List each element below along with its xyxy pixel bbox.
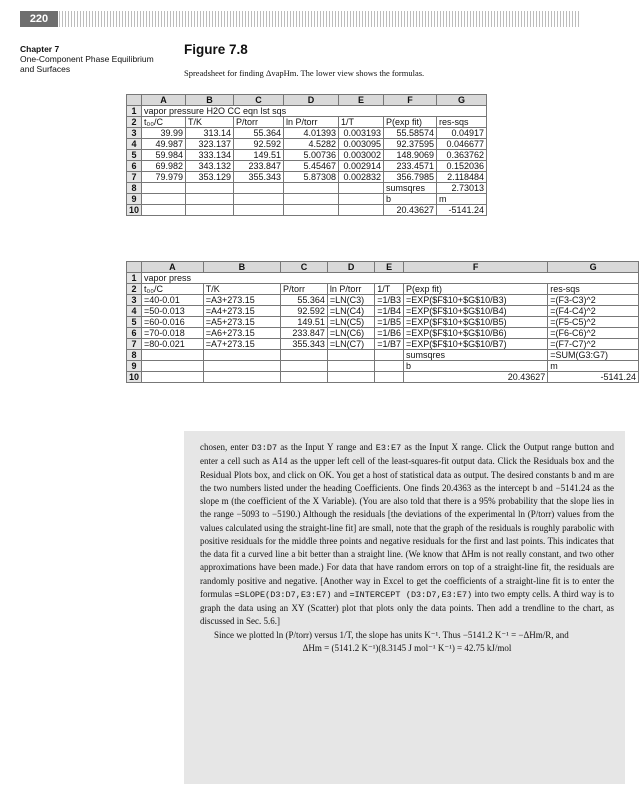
column-header[interactable]: D: [284, 95, 339, 106]
spreadsheet-formulas: [126, 261, 639, 383]
table-cell[interactable]: 0.002914: [339, 161, 384, 172]
table-cell[interactable]: 333.134: [186, 150, 234, 161]
table-cell[interactable]: 313.14: [186, 128, 234, 139]
table-cell[interactable]: res-sqs: [548, 284, 639, 295]
table-cell[interactable]: 20.43627: [404, 372, 548, 383]
table-cell[interactable]: [234, 194, 284, 205]
table-cell[interactable]: [339, 194, 384, 205]
table-cell[interactable]: P/torr: [281, 284, 328, 295]
table-cell[interactable]: [339, 205, 384, 216]
column-header[interactable]: A: [142, 95, 186, 106]
figure-caption: Spreadsheet for finding ΔvapHm. The lower view shows the formulas.: [184, 68, 425, 78]
row-header[interactable]: 7: [127, 339, 142, 350]
table-cell[interactable]: =EXP($F$10+$G$10/B7): [404, 339, 548, 350]
table-cell[interactable]: =1/B4: [375, 306, 404, 317]
table-cell[interactable]: 2.73013: [437, 183, 487, 194]
spreadsheet-values: [126, 94, 487, 216]
column-header[interactable]: B: [203, 262, 280, 273]
table-cell[interactable]: 0.363762: [437, 150, 487, 161]
table-cell[interactable]: =70-0.018: [142, 328, 204, 339]
table-cell[interactable]: =EXP($F$10+$G$10/B6): [404, 328, 548, 339]
column-header[interactable]: E: [375, 262, 404, 273]
paragraph-1: chosen, enter D3:D7 as the Input Y range and E3:E7 as the Input X range. Click the Output range button and enter a cell such as A14 as the upper left cell of the least-squares-fit output data. Click the Residuals box and the Residual Plots box, and click on OK. You get a host of statistical data as output. The desired constants b and m are the two numbers listed under the heading Coefficients. One finds 20.4363 as the intercept b and −5141.24 as the slope m (the coefficient of the X Variable). (You are also told that there is a 95% probability that the slope lies in the range −5093 to −5190.) Although the residuals [the deviations of the experimental ln (P/torr) values from the values calculated using the straight-line fit] are small, note that the graph of the residuals is roughly parabolic with positive residuals for the middle three points and negative residuals for the first and last points. This indicates that the data fit a curved line a bit better than a straight line. (We know that ΔHm is not really constant, and two other approximations have been made.) For data that have random errors on top of a straight-line fit, the residuals are randomly positive and negative. [Another way in Excel to get the coefficients of a straight-line fit is to enter the formulas =SLOPE(D3:D7,E3:E7) and =INTERCEPT (D3:D7,E3:E7) into two empty cells. A third way is to graph the data using an XY (Scatter) plot that plots only the data points. Then add a trendline to the chart, as discussed in Sec. 5.6.]: [200, 442, 615, 627]
table-cell[interactable]: 233.847: [234, 161, 284, 172]
row-header[interactable]: 3: [127, 295, 142, 306]
table-cell[interactable]: 1/T: [375, 284, 404, 295]
table-row: [127, 106, 487, 117]
table-row: [127, 350, 639, 361]
table-cell[interactable]: 148.9069: [384, 150, 437, 161]
table-cell[interactable]: 92.37595: [384, 139, 437, 150]
row-header[interactable]: 5: [127, 317, 142, 328]
table-cell[interactable]: [327, 350, 374, 361]
table-cell[interactable]: 4.01393: [284, 128, 339, 139]
row-header[interactable]: 1: [127, 273, 142, 284]
row-header[interactable]: 3: [127, 128, 142, 139]
table-row: [127, 339, 639, 350]
row-header[interactable]: 7: [127, 172, 142, 183]
row-header[interactable]: 9: [127, 361, 142, 372]
table-row: [127, 117, 487, 128]
table-cell[interactable]: 49.987: [142, 139, 186, 150]
row-header[interactable]: 1: [127, 106, 142, 117]
table-row: [127, 284, 639, 295]
table-cell[interactable]: 55.364: [234, 128, 284, 139]
table-cell[interactable]: 79.979: [142, 172, 186, 183]
column-header[interactable]: F: [404, 262, 548, 273]
table-cell[interactable]: 355.343: [234, 172, 284, 183]
table-cell[interactable]: =EXP($F$10+$G$10/B4): [404, 306, 548, 317]
table-cell[interactable]: vapor pressure H2O CC eqn lst sqs: [142, 106, 487, 117]
column-header[interactable]: C: [281, 262, 328, 273]
table-cell[interactable]: =EXP($F$10+$G$10/B5): [404, 317, 548, 328]
column-header[interactable]: B: [186, 95, 234, 106]
table-cell[interactable]: vapor press: [142, 273, 639, 284]
table-cell[interactable]: 149.51: [234, 150, 284, 161]
table-row: [127, 139, 487, 150]
figure-title: Figure 7.8: [184, 42, 248, 57]
column-header[interactable]: A: [142, 262, 204, 273]
column-header[interactable]: E: [339, 95, 384, 106]
table-cell[interactable]: 323.137: [186, 139, 234, 150]
chapter-info: [20, 44, 170, 74]
row-header[interactable]: 10: [127, 372, 142, 383]
table-cell[interactable]: [186, 183, 234, 194]
table-cell[interactable]: [203, 372, 280, 383]
table-cell[interactable]: =1/B5: [375, 317, 404, 328]
table-cell[interactable]: =(F4-C4)^2: [548, 306, 639, 317]
table-cell[interactable]: [281, 361, 328, 372]
table-cell[interactable]: =A7+273.15: [203, 339, 280, 350]
table-cell[interactable]: [203, 361, 280, 372]
table-cell[interactable]: sumsqres: [404, 350, 548, 361]
table-cell[interactable]: =50-0.013: [142, 306, 204, 317]
table-row: [127, 295, 639, 306]
chapter-title: One-Component Phase Equilibrium and Surfaces: [20, 54, 154, 74]
table-cell[interactable]: T/K: [203, 284, 280, 295]
table-cell[interactable]: P/torr: [234, 117, 284, 128]
table-cell[interactable]: ln P/torr: [284, 117, 339, 128]
page-header-bar: [20, 11, 580, 27]
row-header[interactable]: 4: [127, 139, 142, 150]
table-cell[interactable]: -5141.24: [437, 205, 487, 216]
table-row: [127, 317, 639, 328]
table-cell[interactable]: 0.002832: [339, 172, 384, 183]
table-cell[interactable]: [203, 350, 280, 361]
table-cell[interactable]: =LN(C6): [327, 328, 374, 339]
table-row: [127, 183, 487, 194]
table-cell[interactable]: sumsqres: [384, 183, 437, 194]
table-cell[interactable]: 4.5282: [284, 139, 339, 150]
table-cell[interactable]: b: [404, 361, 548, 372]
table-cell[interactable]: 0.152036: [437, 161, 487, 172]
table-cell[interactable]: b: [384, 194, 437, 205]
table-cell[interactable]: =80-0.021: [142, 339, 204, 350]
table-cell[interactable]: ln P/torr: [327, 284, 374, 295]
table-cell[interactable]: 353.129: [186, 172, 234, 183]
table-row: [127, 150, 487, 161]
table-cell[interactable]: =1/B6: [375, 328, 404, 339]
table-cell[interactable]: [339, 183, 384, 194]
table-row: [127, 172, 487, 183]
row-header[interactable]: 8: [127, 350, 142, 361]
equation: ΔHm = (5141.2 K⁻¹)(8.3145 J mol⁻¹ K⁻¹) = 42.75 kJ/mol: [302, 642, 512, 653]
table-cell[interactable]: [142, 194, 186, 205]
table-cell[interactable]: [142, 350, 204, 361]
table-cell[interactable]: [186, 205, 234, 216]
page-number: 220: [20, 11, 58, 27]
table-cell[interactable]: 20.43627: [384, 205, 437, 216]
table-cell[interactable]: res-sqs: [437, 117, 487, 128]
body-text: [200, 441, 614, 655]
table-cell[interactable]: =A4+273.15: [203, 306, 280, 317]
row-header[interactable]: 9: [127, 194, 142, 205]
table-cell[interactable]: [284, 183, 339, 194]
chapter-label: Chapter 7: [20, 44, 60, 54]
table-cell[interactable]: 0.04917: [437, 128, 487, 139]
table-row: [127, 273, 639, 284]
table-cell[interactable]: =A5+273.15: [203, 317, 280, 328]
table-cell[interactable]: =1/B7: [375, 339, 404, 350]
table-cell[interactable]: 2.118484: [437, 172, 487, 183]
table-cell[interactable]: =LN(C3): [327, 295, 374, 306]
table-cell[interactable]: =LN(C7): [327, 339, 374, 350]
table-cell[interactable]: [234, 205, 284, 216]
table-cell[interactable]: 92.592: [234, 139, 284, 150]
table-cell[interactable]: =(F7-C7)^2: [548, 339, 639, 350]
table-cell[interactable]: [142, 372, 204, 383]
column-header[interactable]: C: [234, 95, 284, 106]
table-cell[interactable]: 356.7985: [384, 172, 437, 183]
table-cell[interactable]: 1/T: [339, 117, 384, 128]
row-header[interactable]: 6: [127, 328, 142, 339]
row-header[interactable]: 5: [127, 150, 142, 161]
row-header[interactable]: 6: [127, 161, 142, 172]
table-cell[interactable]: 0.003095: [339, 139, 384, 150]
table-cell[interactable]: [142, 361, 204, 372]
table-cell[interactable]: 5.00736: [284, 150, 339, 161]
table-cell[interactable]: t₀₀/C: [142, 117, 186, 128]
table-cell[interactable]: [142, 205, 186, 216]
table-cell[interactable]: 0.003193: [339, 128, 384, 139]
table-cell[interactable]: [142, 183, 186, 194]
table-cell[interactable]: =40-0.01: [142, 295, 204, 306]
table-cell[interactable]: 92.592: [281, 306, 328, 317]
column-header[interactable]: G: [548, 262, 639, 273]
row-header[interactable]: 2: [127, 117, 142, 128]
table-row: [127, 205, 487, 216]
table-row: [127, 194, 487, 205]
table-cell[interactable]: =60-0.016: [142, 317, 204, 328]
table-cell[interactable]: [234, 183, 284, 194]
table-cell[interactable]: 0.046677: [437, 139, 487, 150]
table-cell[interactable]: 355.343: [281, 339, 328, 350]
table-cell[interactable]: =(F3-C3)^2: [548, 295, 639, 306]
table-cell[interactable]: =(F6-C6)^2: [548, 328, 639, 339]
table-cell[interactable]: P(exp fit): [384, 117, 437, 128]
table-row: [127, 306, 639, 317]
table-cell[interactable]: T/K: [186, 117, 234, 128]
table-cell[interactable]: [281, 372, 328, 383]
table-cell[interactable]: 0.003002: [339, 150, 384, 161]
table-cell[interactable]: =(F5-C5)^2: [548, 317, 639, 328]
table-cell[interactable]: =1/B3: [375, 295, 404, 306]
table-cell[interactable]: [375, 361, 404, 372]
table-cell[interactable]: 55.58574: [384, 128, 437, 139]
table-cell[interactable]: P(exp fit): [404, 284, 548, 295]
table-cell[interactable]: =A3+273.15: [203, 295, 280, 306]
paragraph-2: Since we plotted ln (P/torr) versus 1/T, the slope has units K⁻¹. Thus −5141.2 K⁻¹ = −ΔHm/R, and: [214, 629, 569, 640]
table-row: [127, 372, 639, 383]
column-header[interactable]: D: [327, 262, 374, 273]
corner-cell[interactable]: [127, 262, 142, 273]
row-header[interactable]: 10: [127, 205, 142, 216]
table-cell[interactable]: [281, 350, 328, 361]
table-cell[interactable]: 69.982: [142, 161, 186, 172]
column-header[interactable]: G: [437, 95, 487, 106]
table-cell[interactable]: 149.51: [281, 317, 328, 328]
column-header[interactable]: F: [384, 95, 437, 106]
table-cell[interactable]: 5.87308: [284, 172, 339, 183]
row-header[interactable]: 4: [127, 306, 142, 317]
table-row: [127, 161, 487, 172]
table-cell[interactable]: =A6+273.15: [203, 328, 280, 339]
table-cell[interactable]: -5141.24: [548, 372, 639, 383]
table-cell[interactable]: [375, 350, 404, 361]
table-cell[interactable]: [284, 205, 339, 216]
table-cell[interactable]: 59.984: [142, 150, 186, 161]
table-cell[interactable]: 233.4571: [384, 161, 437, 172]
table-cell[interactable]: m: [437, 194, 487, 205]
table-cell[interactable]: [284, 194, 339, 205]
table-cell[interactable]: m: [548, 361, 639, 372]
row-header[interactable]: 8: [127, 183, 142, 194]
table-cell[interactable]: 5.45467: [284, 161, 339, 172]
table-row: [127, 128, 487, 139]
table-cell[interactable]: =EXP($F$10+$G$10/B3): [404, 295, 548, 306]
corner-cell[interactable]: [127, 95, 142, 106]
table-cell[interactable]: t₀₀/C: [142, 284, 204, 295]
table-cell[interactable]: 39.99: [142, 128, 186, 139]
table-cell[interactable]: [327, 372, 374, 383]
row-header[interactable]: 2: [127, 284, 142, 295]
table-cell[interactable]: =LN(C4): [327, 306, 374, 317]
table-cell[interactable]: [375, 372, 404, 383]
table-row: [127, 361, 639, 372]
table-cell[interactable]: =LN(C5): [327, 317, 374, 328]
table-cell[interactable]: 343.132: [186, 161, 234, 172]
table-cell[interactable]: [327, 361, 374, 372]
table-cell[interactable]: =SUM(G3:G7): [548, 350, 639, 361]
table-cell[interactable]: [186, 194, 234, 205]
table-row: [127, 328, 639, 339]
table-cell[interactable]: 55.364: [281, 295, 328, 306]
table-cell[interactable]: 233.847: [281, 328, 328, 339]
